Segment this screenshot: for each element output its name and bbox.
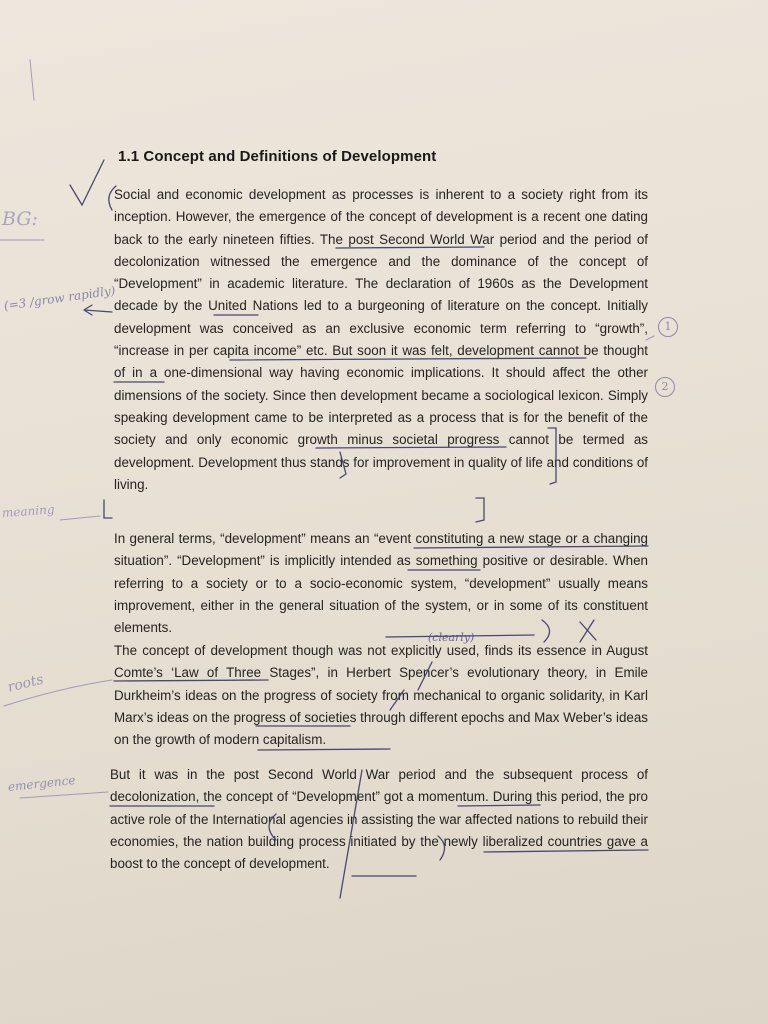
bracket-improvement (104, 500, 112, 518)
circled-number-2: 2 (655, 377, 675, 397)
margin-note-roots: roots (6, 671, 46, 696)
paragraph-classical-thinkers: The concept of development though was not explicitly used, finds its essence in August Comte’s ‘Law of Three Stages”, in Herbert Spencer’s evolutionary theory, in Emile Durkheim’s ideas on the progress of society from mechanical to organic solidarity, in Karl Marx’s ideas on the progress of societies through different epochs and Max Weber’s ideas on the growth of modern capitalism. (114, 643, 648, 748)
pencil-line-meaning (60, 516, 100, 520)
inline-note-clearly: (clearly) (428, 631, 475, 644)
section-heading: 1.1 Concept and Definitions of Development (118, 148, 437, 165)
bracket-close-living (476, 498, 484, 522)
arrow-to-grow-note (84, 305, 112, 315)
margin-note-bg: BG: (2, 208, 38, 230)
paragraph-intro: Social and economic development as processes is inherent to a society right from its inception. However, the emergence of the concept of development is a recent one dating back to the early nineteen fifties. The post Second World War period and the period of decolonization witnessed the emergence and the dominance of the concept of “Development” in academic literature. The declaration of 1960s as the Development decade by the United Nations led to a burgeoning of literature on the concept. Initially development was conceived as an exclusive economic term referring to “growth”, “increase in per capita income” etc. But soon it was felt, development cannot be thought of in a one-dimensional way having economic implications. It should affect the other dimensions of the society. Since then development became a sociological lexicon. Simply speaking development came to be interpreted as a process that is for the benefit of the society and only economic growth minus societal progress cannot be termed as development. Development thus stands for improvement in quality of life and conditions of living. (114, 187, 648, 492)
checkmark-icon (70, 160, 104, 205)
pencil-mark-top (30, 60, 34, 100)
paragraph-general-terms: In general terms, “development” means an “event constituting a new stage or a changing situation”. “Development” is implicitly intended as something positive or desirable. When referring to a society or to a socio-economic system, “development” usually means improvement, either in the general situation of the system, or in some of its constituent elements. (114, 531, 648, 636)
circled-number-1: 1 (658, 317, 678, 337)
margin-note-grow: (=3 /grow rapidly) (3, 283, 117, 313)
margin-note-meaning: meaning (1, 502, 55, 520)
margin-note-emergence: emergence (7, 772, 77, 794)
pencil-line-emergence (20, 792, 108, 798)
paragraph-post-war: But it was in the post Second World War period and the subsequent process of decolonization, the concept of “Development” got a momentum. During this period, the pro active role of the International agencies in assisting the war affected nations to rebuild their economies, the nation building process initiated by the newly liberalized countries gave a boost to the concept of development. (110, 767, 648, 872)
